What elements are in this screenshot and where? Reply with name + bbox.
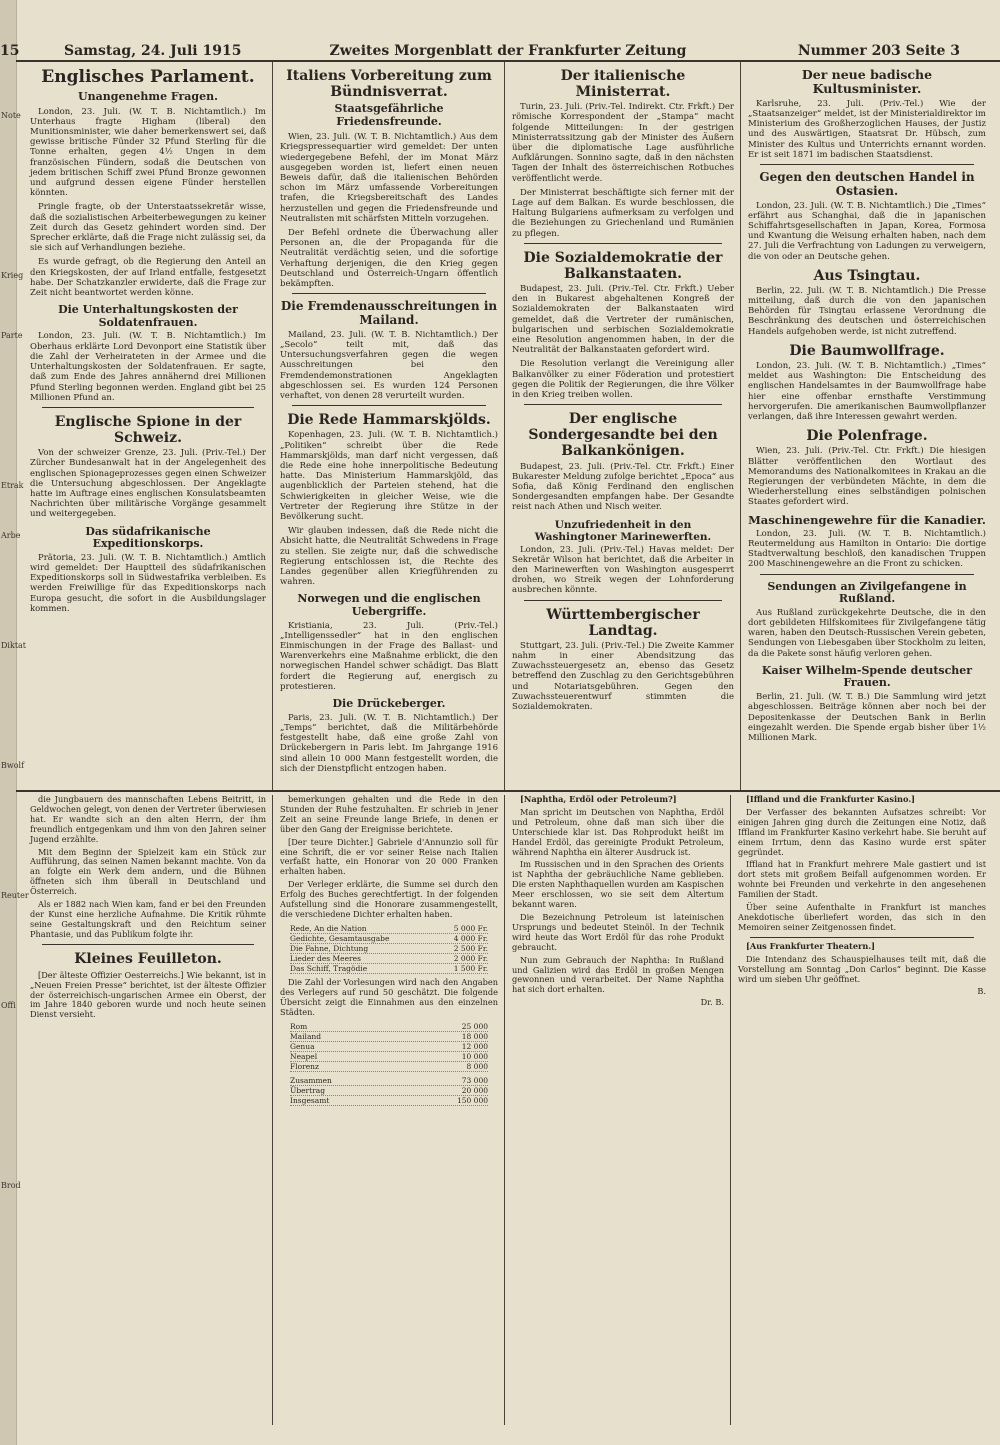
honorar-table bbox=[290, 924, 488, 974]
gutter-word: Brod bbox=[1, 1181, 21, 1190]
paragraph: bemerkungen gehalten und die Rede in den Stunden der Ruhe festzuhalten. Er schrieb in jener Zeit an seine Freunde lange Briefe, in denen er über den Gang der Ereignisse berichtete. bbox=[280, 794, 498, 834]
table-row bbox=[290, 964, 488, 974]
page-header bbox=[16, 40, 1000, 62]
divider bbox=[292, 293, 486, 294]
table-row bbox=[290, 1096, 488, 1106]
divider bbox=[760, 574, 974, 575]
table-row bbox=[290, 924, 488, 934]
feuilleton-rule bbox=[16, 790, 1000, 792]
feuilleton-column-2 bbox=[280, 795, 498, 1110]
paragraph: Pringle fragte, ob der Unterstaatssekretär wisse, daß die sozialistischen Arbeiterbewegungen zu keiner Zeit durch das Gesetz gehindert worden sind. Der Sprecher erklärte, daß die Frage nicht zulässig sei, da sie sich auf Verhandlungen beziehe. bbox=[30, 202, 266, 254]
paragraph: Mailand, 23. Juli. (W. T. B. Nichtamtlich.) Der „Secolo“ teilt mit, daß das Untersuchungsverfahren gegen die wegen Ausschreitungen bei den Fremdendemonstrationen Angeklagten abgeschlossen sei. Es wurden 124 Personen verhaftet, von denen 28 verurteilt wurden. bbox=[280, 329, 498, 402]
table-value: 25 000 bbox=[461, 1021, 488, 1031]
table-value: 20 000 bbox=[461, 1085, 488, 1095]
paragraph: Von der schweizer Grenze, 23. Juli. (Priv.-Tel.) Der Zürcher Bundesanwalt hat in der Angelegenheit des englischen Spionageprozesses gegen einen Schweizer die Untersuchung abgeschlossen. Der Angeklagte hatte im Auftrage eines englischen Konsulatsbeamten Nachrichten über militärische Vorgänge gesammelt und weitergegeben. bbox=[30, 448, 266, 520]
paragraph: London, 23. Juli. (Priv.-Tel.) Havas meldet: Der Sekretär Wilson hat berichtet, daß die Arbeiter in den Marinewerften von Washington ausgesperrt drohen, wo Streik wegen der Lohnforderung ausbrechen könnte. bbox=[512, 544, 734, 596]
section-heading: Aus Tsingtau. bbox=[813, 267, 921, 284]
table-value: 4 000 Fr. bbox=[453, 933, 488, 943]
section-heading: Norwegen und die englischen Uebergriffe. bbox=[297, 592, 481, 619]
paragraph: Kristiania, 23. Juli. (Priv.-Tel.) „Intelligenssedler“ hat in den englischen Einmischungen in der Frage des Ballast- und Warenverkehrs eine Maßnahme erblickt, die den norwegischen Handel schwer schädigt. Das Blatt fordert die Regierung auf, energisch zu protestieren. bbox=[280, 620, 498, 692]
paragraph: Turin, 23. Juli. (Priv.-Tel. Indirekt. Ctr. Frkft.) Der römische Korrespondent der „Stampa“ macht folgende Mitteilungen: In der gestrigen Ministerratssitzung gab der Minister des Äußern über die diplomatische Lage ausführliche Aufklärungen. Sonnino sagte, daß in den nächsten Tagen der Inhalt des österreichischen Rotbuches veröffentlicht werde. bbox=[512, 102, 734, 184]
section-heading: Die Fremdenausschreitungen in Mailand. bbox=[280, 299, 498, 328]
table-row bbox=[290, 954, 488, 964]
table-value: 5 000 Fr. bbox=[453, 923, 488, 933]
table-label: Rede, An die Nation bbox=[290, 923, 367, 933]
divider bbox=[524, 404, 722, 405]
table-row bbox=[290, 1022, 488, 1032]
section-heading: Sendungen an Zivilgefangene in Rußland. bbox=[767, 579, 967, 606]
divider bbox=[524, 243, 722, 244]
paragraph: Der Ministerrat beschäftigte sich ferner mit der Lage auf dem Balkan. Es wurde beschlossen, die Haltung Bulgariens aufmerksam zu verfolgen und die Beziehungen zu Griechenland und Rumänien zu pflegen. bbox=[512, 187, 734, 239]
article-subtitle: Unangenehme Fragen. bbox=[78, 89, 218, 103]
gutter-word: Parte bbox=[1, 331, 23, 340]
paragraph: Prätoria, 23. Juli. (W. T. B. Nichtamtlich.) Amtlich wird gemeldet: Der Hauptteil des südafrikanischen Expeditionskorps soll in Südwestafrika verbleiben. Es werden Freiwillige für das Expeditionskorps nach Europa gesucht, die sofort in die Ausbildungslager kommen. bbox=[30, 552, 266, 614]
paragraph: Als er 1882 nach Wien kam, fand er bei den Freunden der Kunst eine herzliche Aufnahme. Die Kritik rühmte seine Gestaltungskraft und den Reichtum seiner Phantasie, und das Publikum folgte ihr. bbox=[30, 899, 266, 939]
section-heading: Die Unterhaltungskosten der Soldatenfrauen. bbox=[58, 303, 238, 329]
paragraph: Paris, 23. Juli. (W. T. B. Nichtamtlich.) Der „Temps“ berichtet, daß die Militärbehörde festgestellt habe, daß eine große Zahl von Drückebergern in Paris lebt. Im Jahrgange 1916 sind allein 10 000 Mann festgestellt worden, die sich der Dienstpflicht entzogen haben. bbox=[280, 712, 498, 774]
table-label: Gedichte, Gesamtausgabe bbox=[290, 933, 390, 943]
paragraph: London, 23. Juli. (W. T. B. Nichtamtlich.) Die „Times“ erfährt aus Schanghai, daß die in japanischen Schiffahrtsgesellschaften in Japan, Korea, Formosa und Kwantung die Weisung erhalten haben, nach dem 27. Juli die Verfrachtung von Ladungen zu verweigern, die von oder an Deutsche gehen. bbox=[748, 200, 986, 262]
column-3 bbox=[512, 62, 734, 716]
binding-gutter bbox=[0, 0, 29, 1445]
paragraph: London, 23. Juli. (W. T. B. Nichtamtlich.) „Times“ meldet aus Washington: Die Entscheidung des englischen Handelsamtes in der Baumwollfrage habe hier eine offenbar ernsthafte Verstimmung hervorgerufen. Die amerikanischen Baumwollpflanzer verlangen, daß ihre Interessen gewahrt werden. bbox=[748, 360, 986, 422]
table-label: Mailand bbox=[290, 1031, 322, 1041]
table-label: Übertrag bbox=[290, 1085, 326, 1095]
gutter-word: Note bbox=[1, 111, 21, 120]
gutter-word: Offi bbox=[1, 1001, 16, 1010]
paragraph: London, 23. Juli. (W. T. B. Nichtamtlich.) Reutermeldung aus Hamilton in Ontario: Die dortige Stadtverwaltung beschloß, den kanadischen Truppen 200 Maschinengewehre an die Front zu schicken. bbox=[748, 528, 986, 570]
table-row bbox=[290, 1052, 488, 1062]
article-title: Der neue badische Kultusminister. bbox=[801, 67, 933, 97]
paragraph: Die Resolution verlangt die Vereinigung aller Balkanvölker zu einer Föderation und protestiert gegen die Politik der Regierungen, die ihre Völker in den Krieg treiben wollen. bbox=[512, 359, 734, 401]
table-label: Neapel bbox=[290, 1051, 318, 1061]
previous-page-number: 15 bbox=[0, 43, 20, 59]
gutter-word: Krieg bbox=[1, 271, 24, 280]
section-heading: Maschinengewehre für die Kanadier. bbox=[748, 512, 986, 527]
table-label: Rom bbox=[290, 1021, 308, 1031]
table-label: Das Schiff, Tragödie bbox=[290, 963, 368, 973]
paragraph: Die Bezeichnung Petroleum ist lateinischen Ursprungs und bedeutet Steinöl. In der Technik wird heute das Wort Erdöl für das rohe Produkt gebraucht. bbox=[512, 911, 724, 952]
gutter-word: Diktat bbox=[1, 641, 27, 650]
feuilleton-title: Kleines Feuilleton. bbox=[74, 950, 222, 967]
table-label: Insgesamt bbox=[290, 1095, 330, 1105]
table-value: 2 500 Fr. bbox=[453, 943, 488, 953]
author-signature: Dr. B. bbox=[700, 997, 724, 1008]
section-heading: Die Drückeberger. bbox=[332, 697, 446, 711]
paragraph: Kopenhagen, 23. Juli. (W. T. B. Nichtamtlich.) „Politiken“ schreibt über die Rede Hammarskjölds, man darf nicht vergessen, daß die Rede eine hohe innerpolitische Bedeutung hatte. Das Ministerium Hammarskjöld, das augenblicklich der Parteien stehend, hat die Schwierigkeiten in gleicher Weise, wie die Vertreter der Regierung ihre Stütze in der Bevölkerung sucht. bbox=[280, 430, 498, 522]
table-label: Genua bbox=[290, 1041, 315, 1051]
table-value: 2 000 Fr. bbox=[453, 953, 488, 963]
divider bbox=[760, 164, 974, 165]
paragraph: Berlin, 21. Juli. (W. T. B.) Die Sammlung wird jetzt abgeschlossen. Beiträge können aber noch bei der Depositenkasse der Deutschen Bank in Berlin eingezahlt werden. Die Spende ergab bisher über 1½ Millionen Mark. bbox=[748, 692, 986, 743]
issue-date: Samstag, 24. Juli 1915 bbox=[64, 43, 242, 59]
issue-number: Nummer 203 Seite 3 bbox=[797, 43, 960, 59]
table-label: Zusammen bbox=[290, 1075, 332, 1085]
table-value: 12 000 bbox=[461, 1041, 488, 1051]
column-4 bbox=[748, 62, 986, 747]
section-heading: Die Baumwollfrage. bbox=[789, 342, 945, 359]
divider bbox=[292, 405, 486, 406]
paragraph: [Der älteste Offizier Oesterreichs.] Wie bekannt, ist in „Neuen Freien Presse“ berichtet, ist der älteste Offizier der österreichisch-ungarischen Armee ein Oberst, der im Jahre 1840 geboren wurde und noch heute seinen Dienst versieht. bbox=[30, 969, 266, 1020]
paragraph: Man spricht im Deutschen von Naphtha, Erdöl und Petroleum, ohne daß man sich über die Unterschiede klar ist. Das Rohprodukt heißt im Handel Erdöl, das gereinigte Produkt Petroleum, während Naphtha ein älterer Ausdruck ist. bbox=[512, 806, 724, 857]
section-heading: Der englische Sondergesandte bei den Balkankönigen. bbox=[528, 411, 718, 460]
gutter-word: Arbe bbox=[1, 531, 21, 540]
column-rule bbox=[272, 62, 273, 790]
paragraph: Der Befehl ordnete die Überwachung aller Personen an, die der Propaganda für die Neutralität verdächtig seien, und die sofortige Verhaftung derjenigen, die den Krieg gegen Deutschland und Österreich-Ungarn öffentlich bekämpften. bbox=[280, 228, 498, 290]
paragraph: Wien, 23. Juli. (W. T. B. Nichtamtlich.) Aus dem Kriegspressequartier wird gemeldet: Der unten wiedergegebene Befehl, der im Monat März ausgegeben worden ist, liefert einen neuen Beweis dafür, daß die italienischen Behörden schon im März umfassende Vorbereitungen trafen, die Kriegsbereitschaft des Landes herzustellen und gegen die Friedensfreunde und Neutralisten mit schärfsten Mitteln vorzugehen. bbox=[280, 132, 498, 224]
paragraph: Karlsruhe, 23. Juli. (Priv.-Tel.) Wie der „Staatsanzeiger“ meldet, ist der Ministerialdirektor im Ministerium des Großherzoglichen Hauses, der Justiz und des Auswärtigen, Staatsrat Dr. Hübsch, zum Minister des Kultus und Unterrichts ernannt worden. Er ist seit 1871 im badischen Staatsdienst. bbox=[748, 98, 986, 160]
divider bbox=[42, 407, 254, 408]
table-row bbox=[290, 934, 488, 944]
table-value: 150 000 bbox=[456, 1095, 488, 1105]
paragraph: Stuttgart, 23. Juli. (Priv.-Tel.) Die Zweite Kammer nahm in einer Abendsitzung das Zuwachssteuergesetz an, ebenso das Gesetz betreffend den Zuschlag zu den Gerichtsgebühren und Notariatsgebühren. Gegen den Zuwachssteuerentwurf stimmten die Sozialdemokraten. bbox=[512, 640, 734, 713]
paragraph: Die Intendanz des Schauspielhauses teilt mit, daß die Vorstellung am Sonntag „Don Carlos“ beginnt. Die Kasse wird um sieben Uhr geöffnet. bbox=[738, 953, 986, 984]
feuilleton-column-4 bbox=[738, 795, 986, 1000]
column-rule bbox=[730, 795, 731, 1425]
paragraph: London, 23. Juli. (W. T. B. Nichtamtlich.) Im Unterhaus fragte Higham (liberal) den Munitionsminister, wie daher bemerkenswert sei, daß gewisse britische Fünder 32 Pfund Sterling für die Tonne erhalten, gegen 4½ Ungen in dem französischen Fündern, sodaß die Deutschen von jedem britischen Schiff zwei Pfund Bronze gewonnen und aufgrund dessen eigene Fünder herstellen könnten. bbox=[30, 106, 266, 199]
table-value: 73 000 bbox=[461, 1075, 488, 1085]
author-signature: B. bbox=[977, 986, 986, 997]
table-row bbox=[290, 1032, 488, 1042]
gutter-word: Etrak bbox=[1, 481, 24, 490]
table-label: Lieder des Meeres bbox=[290, 953, 361, 963]
article-title: Der italienische Ministerrat. bbox=[560, 68, 686, 101]
table-row bbox=[290, 1062, 488, 1072]
paragraph: Es wurde gefragt, ob die Regierung den Anteil an den Kriegskosten, der auf Irland entfalle, festgesetzt habe. Der Schatzkanzler erwiderte, daß die Frage zur Zeit nicht beantwortet werden könne. bbox=[30, 257, 266, 298]
section-heading: [Iffland und die Frankfurter Kasino.] bbox=[746, 794, 916, 804]
gutter-word: Reuter bbox=[1, 891, 29, 900]
paragraph: Der Verleger erklärte, die Summe sei durch den Erfolg des Buches gerechtfertigt. In der folgenden Aufstellung sind die Honorare zusammengestellt, die verschiedene Dichter erhalten haben. bbox=[280, 879, 498, 919]
table-value: 10 000 bbox=[461, 1051, 488, 1061]
table-label: Florenz bbox=[290, 1061, 319, 1071]
section-heading: Kaiser Wilhelm-Spende deutscher Frauen. bbox=[761, 663, 973, 690]
column-rule bbox=[504, 62, 505, 790]
divider bbox=[750, 937, 974, 938]
edition-title: Zweites Morgenblatt der Frankfurter Zeitung bbox=[329, 43, 687, 59]
paragraph: Im Russischen und in den Sprachen des Orients ist Naphtha der gebräuchliche Name geblieben. Die ersten Naphthaquellen wurden am Kaspischen Meer erschlossen, wo sie seit dem Altertum bekannt waren. bbox=[512, 859, 724, 910]
section-heading: Württembergischer Landtag. bbox=[546, 606, 700, 639]
feuilleton-column-1 bbox=[30, 795, 266, 1023]
column-2 bbox=[280, 62, 498, 778]
paragraph: Iffland hat in Frankfurt mehrere Male gastiert und ist dort stets mit großem Beifall aufgenommen worden. Er wohnte bei Freunden und verkehrte in den angesehenen Familien der Stadt. bbox=[738, 859, 986, 900]
paragraph: Nun zum Gebrauch der Naphtha: In Rußland und Galizien wird das Erdöl in großen Mengen gewonnen und verarbeitet. Der Name Naphtha hat sich dort erhalten. bbox=[512, 954, 724, 995]
gutter-word: Bwolf bbox=[1, 761, 25, 770]
table-row bbox=[290, 1076, 488, 1086]
divider bbox=[42, 944, 254, 945]
paragraph: Berlin, 22. Juli. (W. T. B. Nichtamtlich.) Die Presse mitteilung, daß durch die von den japanischen Behörden für Tsingtau erlassene Verordnung die Beschränkung des deutschen und österreichischen Handels aufgehoben werde, ist nicht zutreffend. bbox=[748, 285, 986, 337]
section-heading: Das südafrikanische Expeditionskorps. bbox=[85, 524, 211, 551]
paragraph: Aus Rußland zurückgekehrte Deutsche, die in den dort gebildeten Hilfskomitees für Zivilgefangene tätig waren, haben den Deutsch-Russischen Verein gebeten, Sendungen von Liebesgaben über Stockholm zu leiten, da die Pakete sonst häufig verloren gehen. bbox=[748, 607, 986, 659]
paragraph: Die Zahl der Vorlesungen wird nach den Angaben des Verlegers auf rund 50 geschätzt. Die folgende Übersicht zeigt die Einnahmen aus den einzelnen Städten. bbox=[280, 976, 498, 1017]
section-heading: Unzufriedenheit in den Washingtoner Marinewerften. bbox=[534, 518, 712, 543]
paragraph: Der Verfasser des bekannten Aufsatzes schreibt: Vor einigen Jahren ging durch die Zeitungen eine Notiz, daß Iffland im Frankfurter Kasino verkehrt habe. Sie beruht auf einem Irrtum, denn das Kasino wurde erst später gegründet. bbox=[738, 806, 986, 857]
section-heading: Englische Spione in der Schweiz. bbox=[54, 413, 242, 446]
paragraph: Wien, 23. Juli. (Priv.-Tel. Ctr. Frkft.) Die hiesigen Blätter veröffentlichen den Wortlaut des Memorandums des Nationalkomitees in Krakau an die Regierungen der verbündeten Mächte, in dem die Wiederherstellung eines selbständigen polnischen Staates gefordert wird. bbox=[748, 446, 986, 508]
divider bbox=[524, 600, 722, 601]
article-title: Italiens Vorbereitung zum Bündnisverrat. bbox=[286, 68, 492, 101]
paragraph: Mit dem Beginn der Spielzeit kam ein Stück zur Aufführung, das seinen Namen bekannt machte. Von da an folgte ein Werk dem andern, und die Bühnen öffneten sich ihm überall in Deutschland und Österreich. bbox=[30, 846, 266, 897]
column-rule bbox=[504, 795, 505, 1425]
table-label: Die Fahne, Dichtung bbox=[290, 943, 369, 953]
column-rule bbox=[740, 62, 741, 790]
column-rule bbox=[272, 795, 273, 1425]
paragraph: [Der teure Dichter.] Gabriele d'Annunzio soll für eine Schrift, die er vor seiner Reise nach Italien verfaßt hatte, ein Honorar von 20 000 Franken erhalten haben. bbox=[280, 836, 498, 877]
table-value: 18 000 bbox=[461, 1031, 488, 1041]
feuilleton-column-3 bbox=[512, 795, 724, 1011]
paragraph: Wir glauben indessen, daß die Rede nicht die Absicht hatte, die Neutralität Schwedens in Frage zu stellen. Sie zeigte nur, daß die schwedische Regierung entschlossen ist, die Rechte des Landes gegenüber allen Kriegführenden zu wahren. bbox=[280, 526, 498, 588]
section-heading: [Aus Frankfurter Theatern.] bbox=[746, 940, 876, 951]
section-heading: Gegen den deutschen Handel in Ostasien. bbox=[759, 169, 975, 198]
paragraph: Über seine Aufenthalte in Frankfurt ist manches Anekdotische überliefert worden, das sich in den Memoiren seiner Zeitgenossen findet. bbox=[738, 902, 986, 932]
paragraph: London, 23. Juli. (W. T. B. Nichtamtlich.) Im Oberhaus erklärte Lord Devonport eine Statistik über die Zahl der Verheirateten in der Armee und die Unterhaltungskosten der Soldatenfrauen. Er sagte, daß zum Ende des Jahres annähernd drei Millionen Pfund Sterling begonnen werden. England gibt bei 25 Millionen Pfund an. bbox=[30, 331, 266, 403]
table-row bbox=[290, 944, 488, 954]
table-value: 8 000 bbox=[466, 1061, 488, 1071]
total-table bbox=[290, 1076, 488, 1106]
column-1 bbox=[30, 62, 266, 618]
table-value: 1 500 Fr. bbox=[453, 963, 488, 973]
article-title: Englisches Parlament. bbox=[41, 67, 255, 87]
table-row bbox=[290, 1042, 488, 1052]
section-heading: [Naphtha, Erdöl oder Petroleum?] bbox=[520, 794, 677, 804]
article-subtitle: Staatsgefährliche Friedensfreunde. bbox=[334, 102, 444, 129]
section-heading: Die Sozialdemokratie der Balkanstaaten. bbox=[523, 249, 723, 282]
income-table bbox=[290, 1022, 488, 1072]
section-heading: Die Polenfrage. bbox=[806, 428, 928, 445]
table-row bbox=[290, 1086, 488, 1096]
paragraph: Budapest, 23. Juli. (Priv.-Tel. Ctr. Frkft.) Ueber den in Bukarest abgehaltenen Kongreß der Sozialdemokraten der Balkanstaaten wird gemeldet, daß die Vertreter der rumänischen, bulgarischen und serbischen Sozialdemokratie eine Resolution angenommen haben, in der die Neutralität der Balkanstaaten gefordert wird. bbox=[512, 284, 734, 356]
paragraph: Budapest, 23. Juli. (Priv.-Tel. Ctr. Frkft.) Einer Bukarester Meldung zufolge berichtet „Epoca“ aus Sofia, daß König Ferdinand den englischen Sondergesandten empfangen habe. Der Gesandte reist nach Athen und Nisch weiter. bbox=[512, 461, 734, 513]
paragraph: die Jungbauern des mannschaften Lebens Beitritt, in Geldwochen gelegt, von denen der Vertreter überwiesen hat. Er wandte sich an den alten Herrn, der ihm freundlich entgegenkam und ihm von den Jahren seiner Jugend erzählte. bbox=[30, 794, 266, 844]
section-heading: Die Rede Hammarskjölds. bbox=[287, 412, 491, 429]
